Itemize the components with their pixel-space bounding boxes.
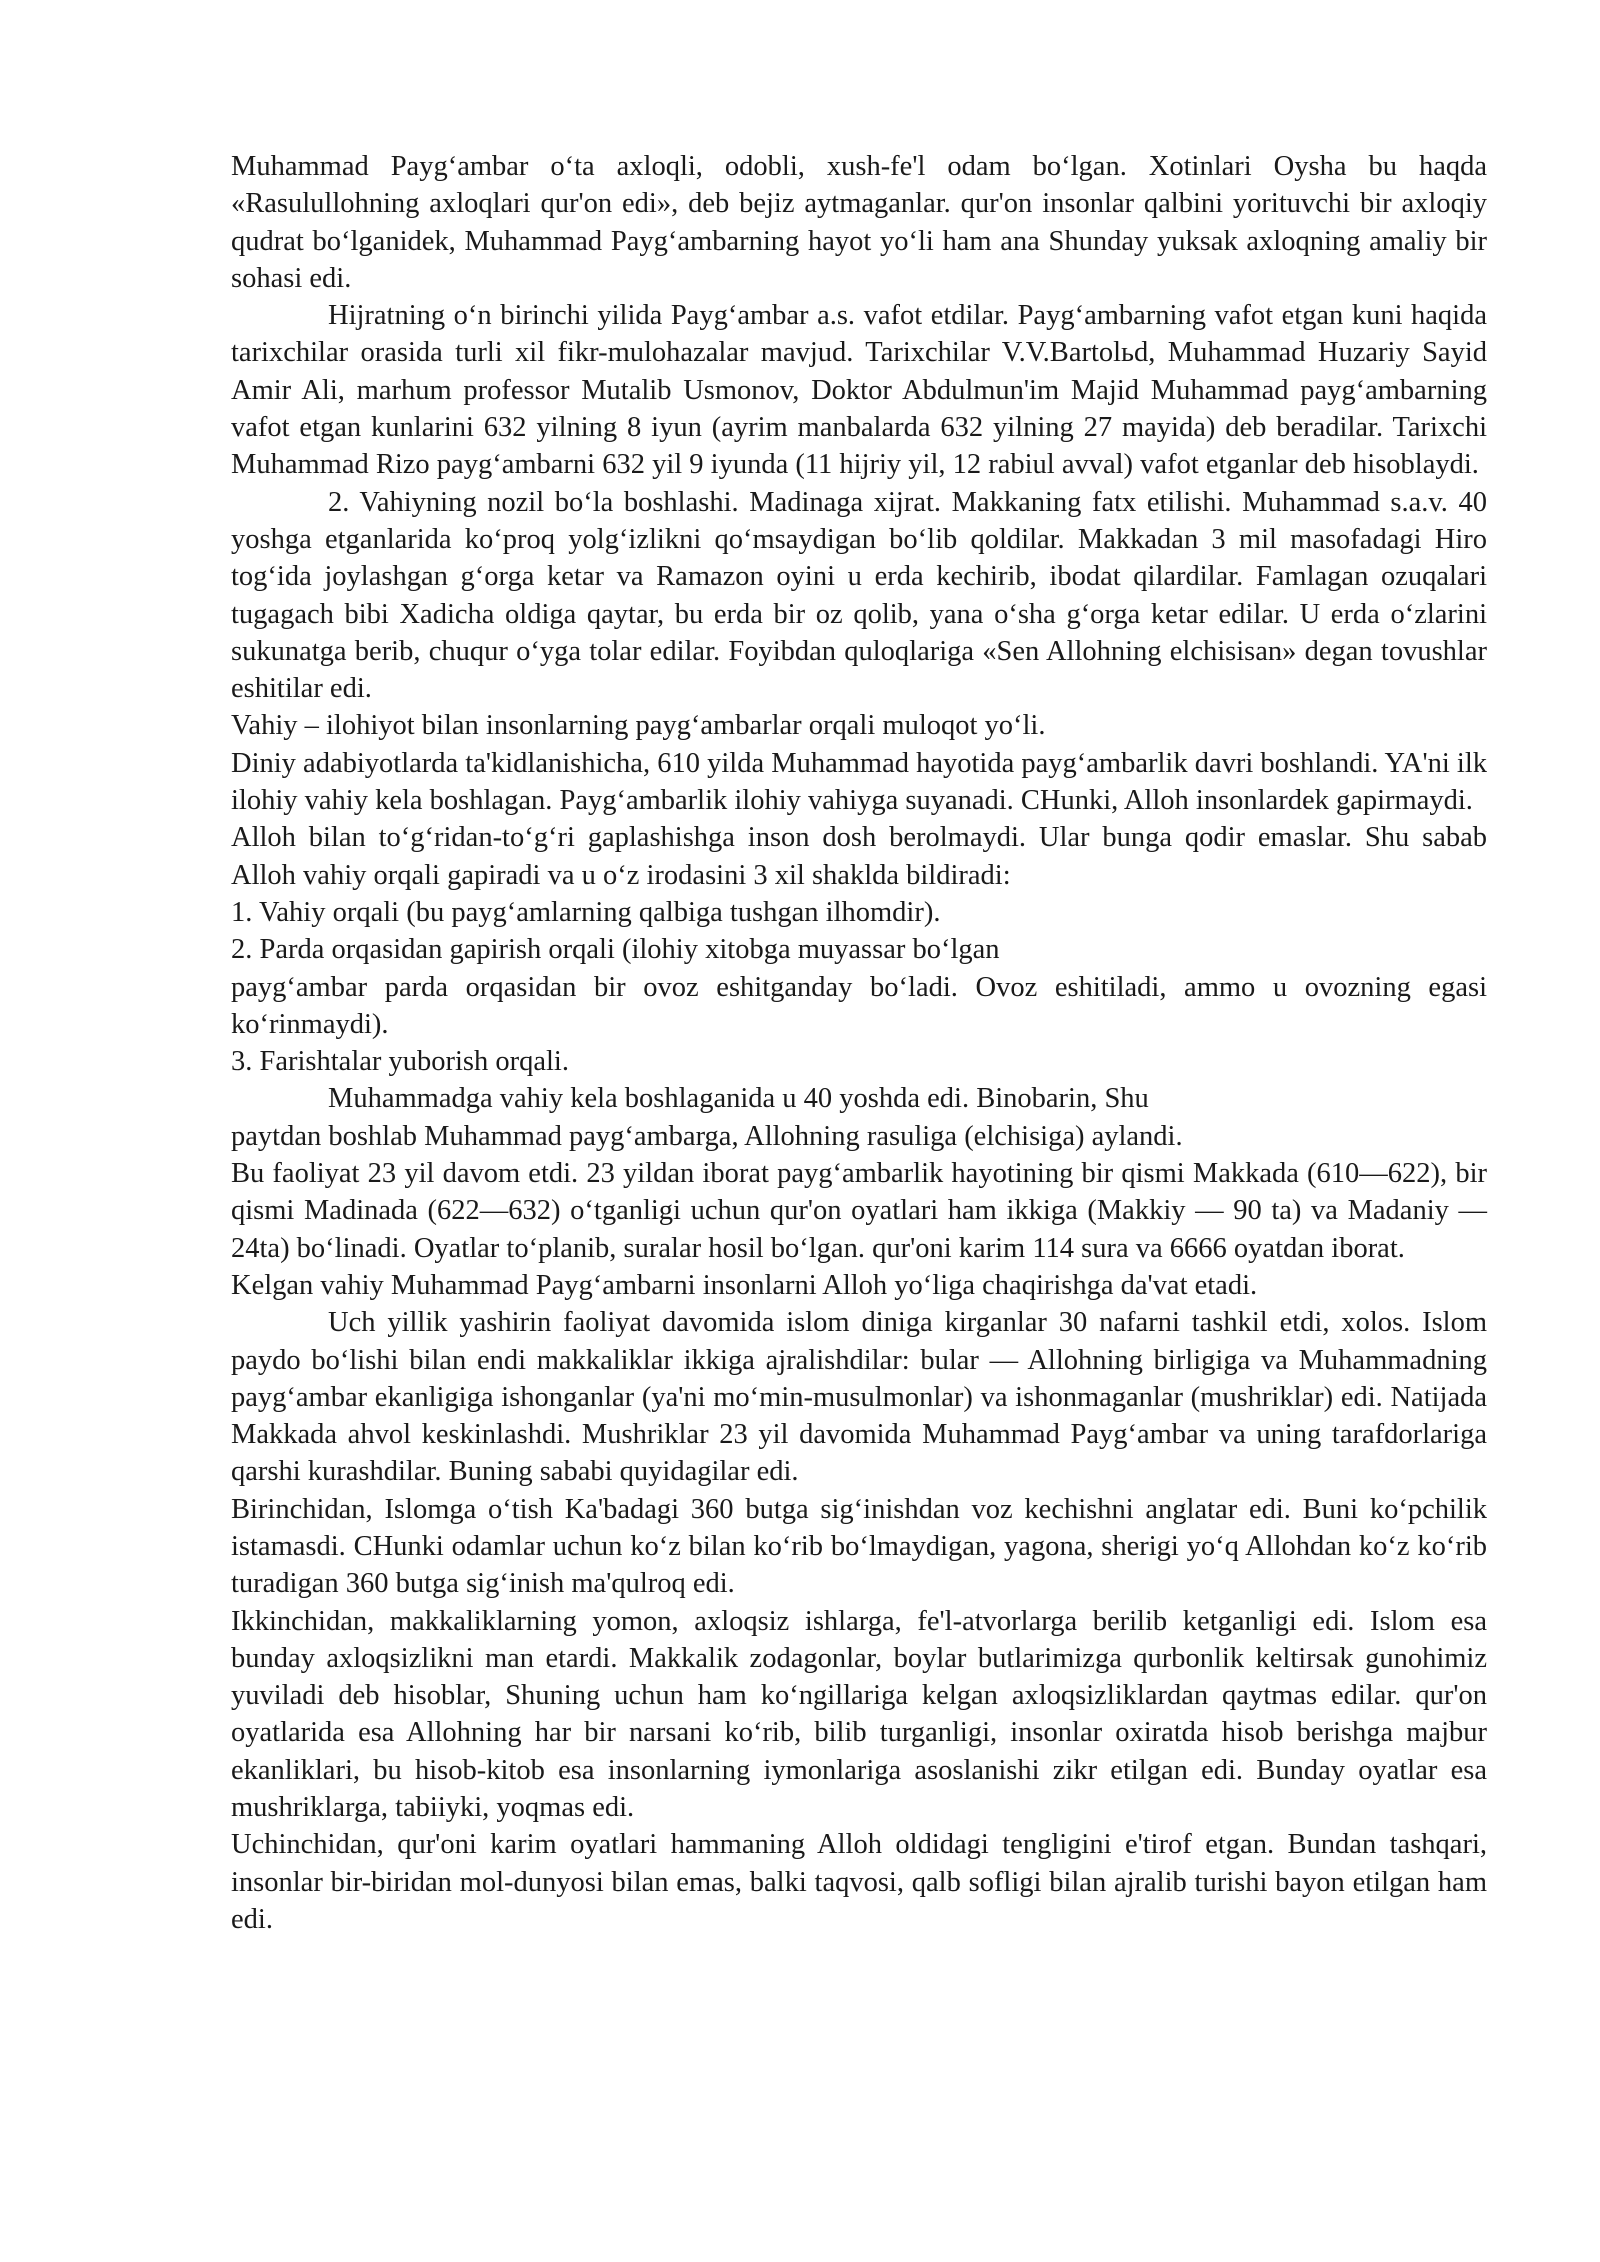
paragraph: Muhammadga vahiy kela boshlaganida u 40 yoshda edi. Binobarin, Shu [328,1083,1149,1115]
paragraph: Muhammad Payg‘ambar o‘ta axloqli, odobli, xush-fe'l odam bo‘lgan. Xotinlari Oysha bu haqda «Rasulullohning axloqlari qur'on edi», deb bejiz aytmaganlar. qur'on insonlar qalbini yorituvchi bir axloqiy qudrat bo‘lganidek, Muhammad Payg‘ambarning hayot yo‘li ham ana Shunday yuksak axloqning amaliy bir sohasi edi. [231,151,1487,294]
paragraph: Hijratning o‘n birinchi yilida Payg‘ambar a.s. vafot etdilar. Payg‘ambarning vafot etgan kuni haqida tarixchilar orasida turli xil fikr-mulohazalar mavjud. Tarixchilar V.V.Bartolьd, Muhammad Huzariy Sayid Amir Ali, marhum professor Mutalib Usmonov, Doktor Abdulmun'im Majid Muhammad payg‘ambarning vafot etgan kunlarini 632 yilning 8 iyun (ayrim manbalarda 632 yilning 27 mayida) deb beradilar. Tarixchi Muhammad Rizo payg‘ambarni 632 yil 9 iyunda (11 hijriy yil, 12 rabiul avval) vafot etganlar deb hisoblaydi. [231,300,1487,481]
paragraph: Ikkinchidan, makkaliklarning yomon, axloqsiz ishlarga, fe'l-atvorlarga berilib ketganligi edi. Islom esa bunday axloqsizlikni man etardi. Makkalik zodagonlar, boylar butlarimizga qurbonlik keltirsak gunohimiz yuviladi deb hisoblar, Shuning uchun ham ko‘ngillariga kelgan axloqsizliklardan qaytmas edilar. qur'on oyatlarida esa Allohning har bir narsani ko‘rib, bilib turganligi, insonlar oxiratda hisob berishga majbur ekanliklari, bu hisob-kitob esa insonlarning iymonlariga asoslanishi zikr etilgan edi. Bunday oyatlar esa mushriklarga, tabiiyki, yoqmas edi. [231,1605,1487,1824]
paragraph: Bu faoliyat 23 yil davom etdi. 23 yildan iborat payg‘ambarlik hayotining bir qismi Makkada (610—622), bir qismi Madinada (622—632) o‘tganligi uchun qur'on oyatlari ham ikkiga (Makkiy — 90 ta) va Madaniy —24ta) bo‘linadi. Oyatlar to‘planib, suralar hosil bo‘lgan. qur'oni karim 114 sura va 6666 oyatdan iborat. [231,1158,1487,1264]
paragraph: paytdan boshlab Muhammad payg‘ambarga, Allohning rasuliga (elchisiga) aylandi. [231,1120,1183,1152]
paragraph: Vahiy – ilohiyot bilan insonlarning payg‘ambarlar orqali muloqot yo‘li. [231,710,1046,742]
paragraph: 2. Vahiyning nozil bo‘la boshlashi. Madinaga xijrat. Makkaning fatx etilishi. Muhammad s.a.v. 40 yoshga etganlarida ko‘proq yolg‘izlikni qo‘msaydigan bo‘lib qoldilar. Makkadan 3 mil masofadagi Hiro tog‘ida joylashgan g‘orga ketar va Ramazon oyini u erda kechirib, ibodat qilardilar. Famlagan ozuqalari tugagach bibi Xadicha oldiga qaytar, bu erda bir oz qolib, yana o‘sha g‘orga ketar edilar. U erda o‘zlarini sukunatga berib, chuqur o‘yga tolar edilar. Foyibdan quloqlariga «Sen Allohning elchisisan» degan tovushlar eshitilar edi. [231,486,1487,705]
list-item: 2. Parda orqasidan gapirish orqali (ilohiy xitobga muyassar bo‘lgan [231,934,1000,966]
paragraph: Uch yillik yashirin faoliyat davomida islom diniga kirganlar 30 nafarni tashkil etdi, xolos. Islom paydo bo‘lishi bilan endi makkaliklar ikkiga ajralishdilar: bular — Allohning birligiga va Muhammadning payg‘ambar ekanligiga ishonganlar (ya'ni mo‘min-musulmonlar) va ishonmaganlar (mushriklar) edi. Natijada Makkada ahvol keskinlashdi. Mushriklar 23 yil davomida Muhammad Payg‘ambar va uning tarafdorlariga qarshi kurashdilar. Buning sababi quyidagilar edi. [231,1307,1487,1488]
paragraph: payg‘ambar parda orqasidan bir ovoz eshitganday bo‘ladi. Ovoz eshitiladi, ammo u ovozning egasi ko‘rinmaydi). [231,971,1487,1040]
paragraph: Kelgan vahiy Muhammad Payg‘ambarni insonlarni Alloh yo‘liga chaqirishga da'vat etadi. [231,1269,1258,1301]
paragraph: Birinchidan, Islomga o‘tish Ka'badagi 360 butga sig‘inishdan voz kechishni anglatar edi. Buni ko‘pchilik istamasdi. CHunki odamlar uchun ko‘z bilan ko‘rib bo‘lmaydigan, yagona, sherigi yo‘q Allohdan ko‘z ko‘rib turadigan 360 butga sig‘inish ma'qulroq edi. [231,1493,1487,1600]
list-item: 3. Farishtalar yuborish orqali. [231,1046,569,1078]
paragraph: Alloh bilan to‘g‘ridan-to‘g‘ri gaplashishga inson dosh berolmaydi. Ular bunga qodir emaslar. Shu sabab Alloh vahiy orqali gapiradi va u o‘z irodasini 3 xil shaklda bildiradi: [231,822,1487,891]
paragraph: Uchinchidan, qur'oni karim oyatlari hammaning Alloh oldidagi tengligini e'tirof etgan. Bundan tashqari, insonlar bir-biridan mol-dunyosi bilan emas, balki taqvosi, qalb sofligi bilan ajralib turishi bayon etilgan ham edi. [231,1829,1487,1935]
list-item: 1. Vahiy orqali (bu payg‘amlarning qalbiga tushgan ilhomdir). [231,896,941,928]
paragraph: Diniy adabiyotlarda ta'kidlanishicha, 610 yilda Muhammad hayotida payg‘ambarlik davri boshlandi. YA'ni ilk ilohiy vahiy kela boshlagan. Payg‘ambarlik ilohiy vahiyga suyanadi. CHunki, Alloh insonlardek gapirmaydi. [231,747,1487,817]
document-body [231,148,1487,1938]
